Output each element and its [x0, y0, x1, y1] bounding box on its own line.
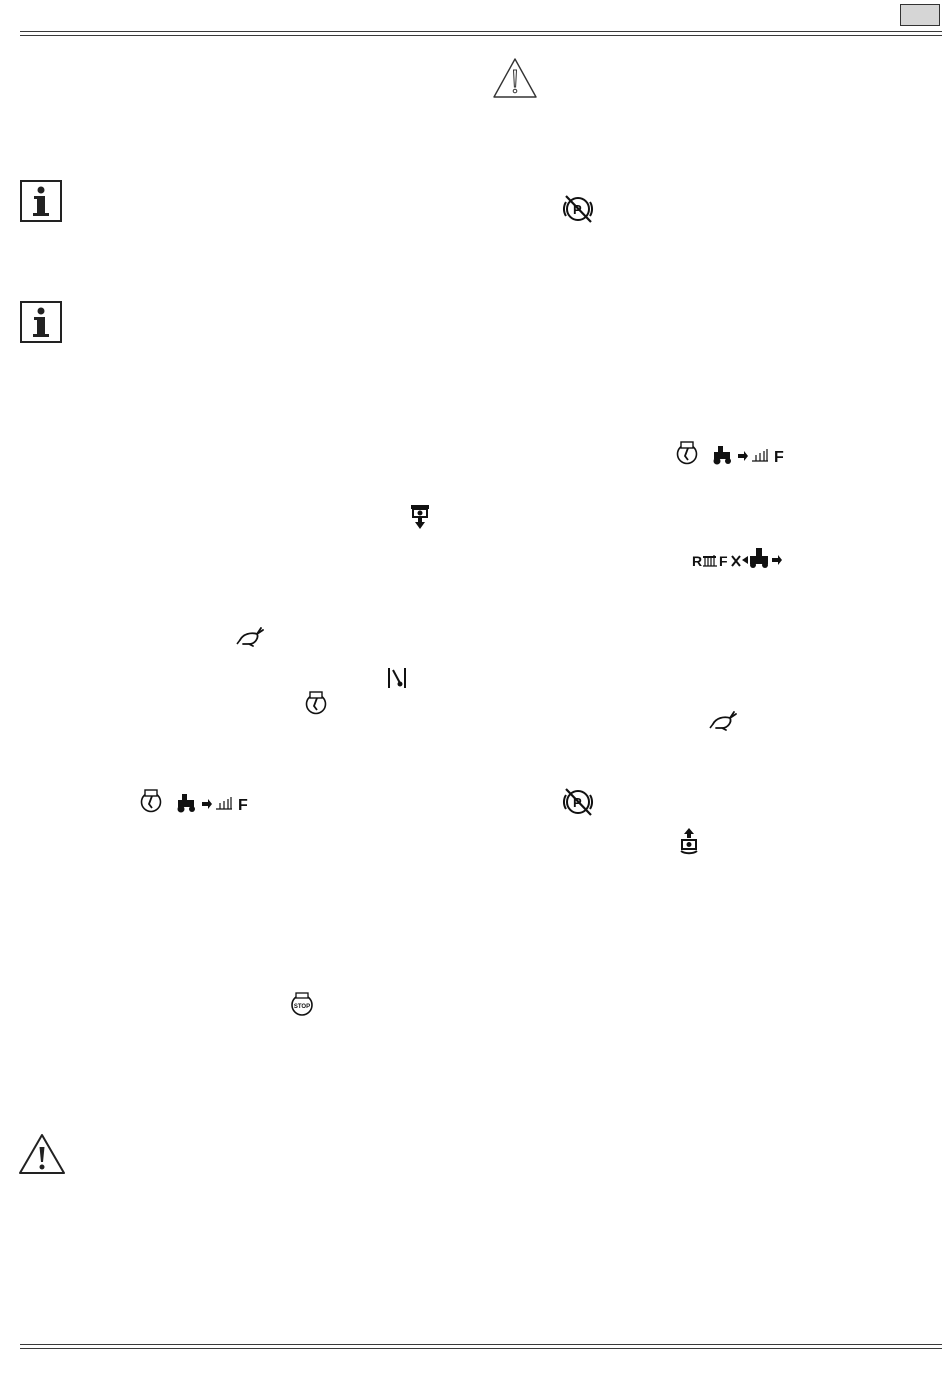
- throttle-lever-icon: [386, 666, 408, 690]
- header-rule-bottom: [20, 35, 942, 36]
- reverse-mowing-icon: [692, 544, 792, 570]
- header-rule-top: [20, 31, 942, 32]
- stop-label: STOP: [293, 1004, 311, 1010]
- pedal-icon: [305, 690, 327, 716]
- pedal-icon: [140, 788, 162, 814]
- tractor-forward-icon: [712, 444, 792, 468]
- pedal-icon: [676, 440, 698, 466]
- forward-letter: F: [719, 553, 728, 569]
- forward-gear-letter: F: [238, 797, 248, 814]
- parking-brake-off-icon: [562, 787, 594, 817]
- hare-fast-icon: [710, 708, 738, 732]
- deck-raise-icon: [678, 827, 700, 855]
- stop-icon: [290, 991, 314, 1017]
- hare-fast-icon: [237, 624, 265, 648]
- reverse-letter: R: [692, 553, 703, 569]
- forward-gear-letter: F: [774, 449, 784, 466]
- svg-text:P: P: [573, 202, 582, 217]
- footer-rule-bottom: [20, 1348, 942, 1349]
- parking-brake-off-icon: [562, 194, 594, 224]
- svg-text:P: P: [573, 795, 582, 810]
- warning-icon: [492, 57, 538, 99]
- tractor-forward-icon: [176, 792, 256, 816]
- warning-icon: [18, 1133, 66, 1175]
- language-tab: [900, 4, 940, 26]
- info-icon: [20, 180, 62, 222]
- footer-rule-top: [20, 1344, 942, 1345]
- info-icon: [20, 301, 62, 343]
- deck-lower-icon: [408, 503, 432, 529]
